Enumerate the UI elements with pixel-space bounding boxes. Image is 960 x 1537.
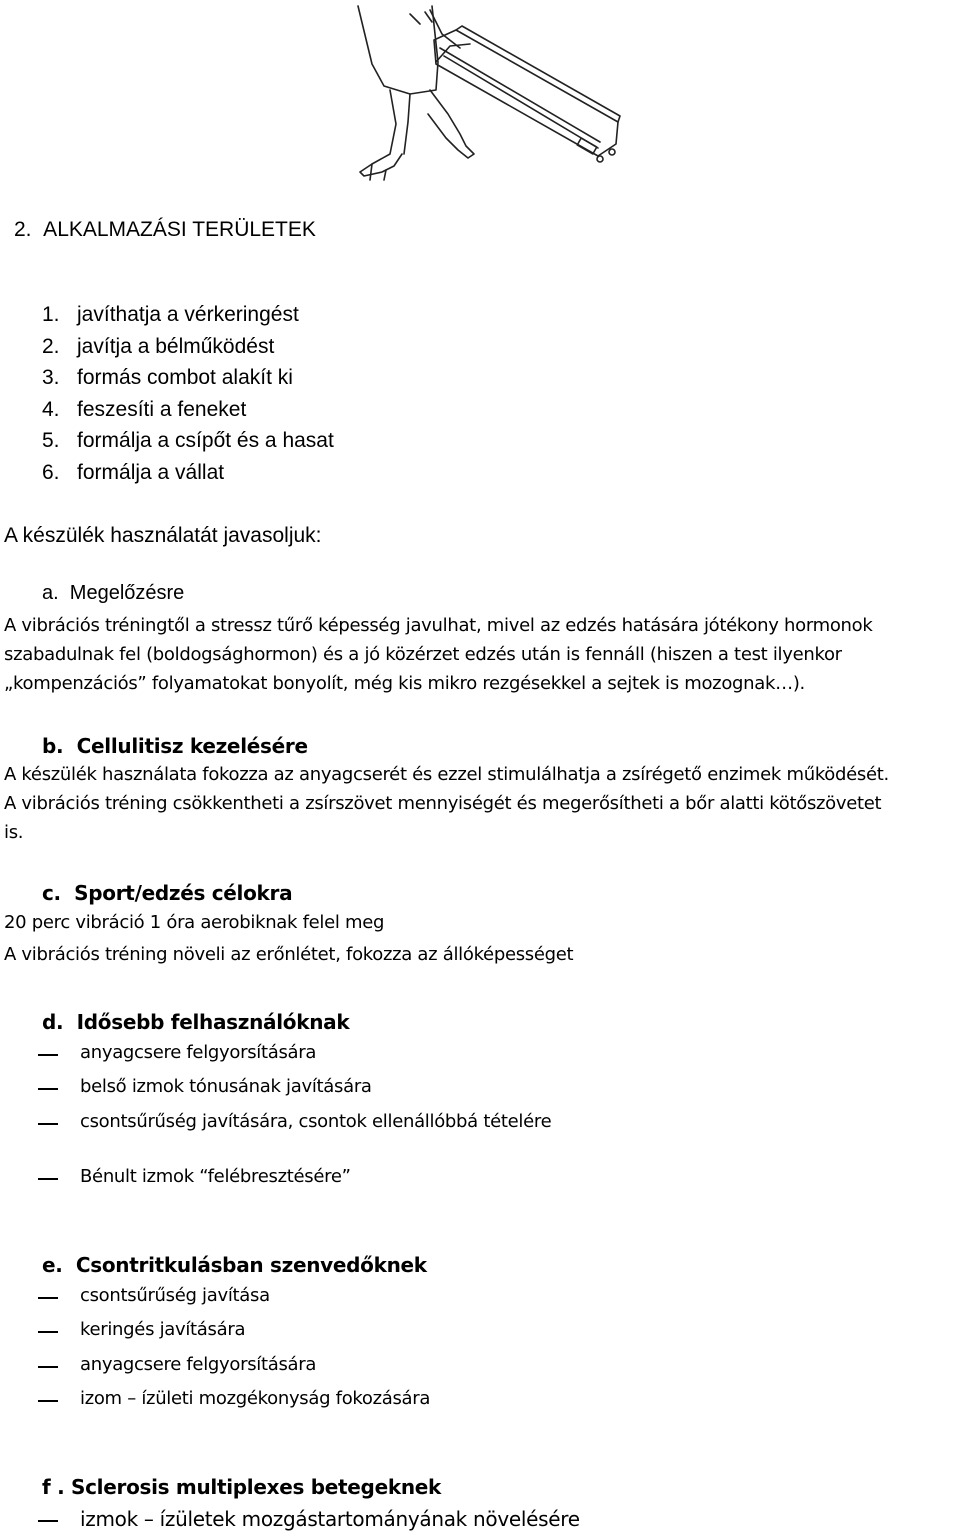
dash-bullet xyxy=(38,1400,58,1402)
list-item: Bénult izmok “felébresztésére” xyxy=(80,1166,351,1187)
benefit-item: 6. formálja a vállat xyxy=(42,461,225,484)
benefit-item: 2. javítja a bélműködést xyxy=(42,335,275,358)
benefit-item: 1. javíthatja a vérkeringést xyxy=(42,303,299,326)
benefit-item: 3. formás combot alakít ki xyxy=(42,366,293,389)
benefit-item: 5. formálja a csípőt és a hasat xyxy=(42,429,334,452)
paragraph-line: „kompenzációs” folyamatokat bonyolít, még kis mikro rezgésekkel a sejtek is mozognak…). xyxy=(4,673,805,694)
list-item: keringés javítására xyxy=(80,1319,246,1340)
list-item: csontsűrűség javítására, csontok ellenállóbbá tételére xyxy=(80,1111,552,1132)
dash-bullet xyxy=(38,1178,58,1180)
section-d-heading: d. Idősebb felhasználóknak xyxy=(42,1010,350,1034)
paragraph-line: szabadulnak fel (boldogsághormon) és a jó közérzet edzés után is fennáll (hiszen a test ilyenkor xyxy=(4,644,842,665)
section-f-heading: f . Sclerosis multiplexes betegeknek xyxy=(42,1475,442,1499)
dash-bullet xyxy=(38,1520,58,1522)
list-item: csontsűrűség javítása xyxy=(80,1285,270,1306)
dash-bullet xyxy=(38,1054,58,1056)
dash-bullet xyxy=(38,1088,58,1090)
paragraph-line: A készülék használata fokozza az anyagcserét és ezzel stimulálhatja a zsírégető enzimek működését. xyxy=(4,764,889,785)
section-c-heading: c. Sport/edzés célokra xyxy=(42,881,293,905)
recommend-intro: A készülék használatát javasoljuk: xyxy=(4,524,322,547)
list-item: izom – ízületi mozgékonyság fokozására xyxy=(80,1388,431,1409)
paragraph-line: is. xyxy=(4,822,24,843)
device-illustration xyxy=(350,4,630,184)
dash-bullet xyxy=(38,1123,58,1125)
paragraph-line: A vibrációs tréning csökkentheti a zsírszövet mennyiségét és megerősítheti a bőr alatti kötőszövetet xyxy=(4,793,882,814)
section-title: 2. ALKALMAZÁSI TERÜLETEK xyxy=(14,218,316,241)
list-item: belső izmok tónusának javítására xyxy=(80,1076,372,1097)
paragraph-line: A vibrációs tréning növeli az erőnlétet, fokozza az állóképességet xyxy=(4,944,574,965)
section-a-heading: a. Megelőzésre xyxy=(42,582,185,604)
benefit-item: 4. feszesíti a feneket xyxy=(42,398,247,421)
list-item: anyagcsere felgyorsítására xyxy=(80,1354,317,1375)
dash-bullet xyxy=(38,1366,58,1368)
paragraph-line: 20 perc vibráció 1 óra aerobiknak felel meg xyxy=(4,912,385,933)
section-e-heading: e. Csontritkulásban szenvedőknek xyxy=(42,1253,427,1277)
list-item: izmok – ízületek mozgástartományának növelésére xyxy=(80,1507,580,1531)
section-b-heading: b. Cellulitisz kezelésére xyxy=(42,734,308,758)
list-item: anyagcsere felgyorsítására xyxy=(80,1042,317,1063)
dash-bullet xyxy=(38,1297,58,1299)
dash-bullet xyxy=(38,1331,58,1333)
paragraph-line: A vibrációs tréningtől a stressz tűrő képesség javulhat, mivel az edzés hatására jótékony hormonok xyxy=(4,615,873,636)
